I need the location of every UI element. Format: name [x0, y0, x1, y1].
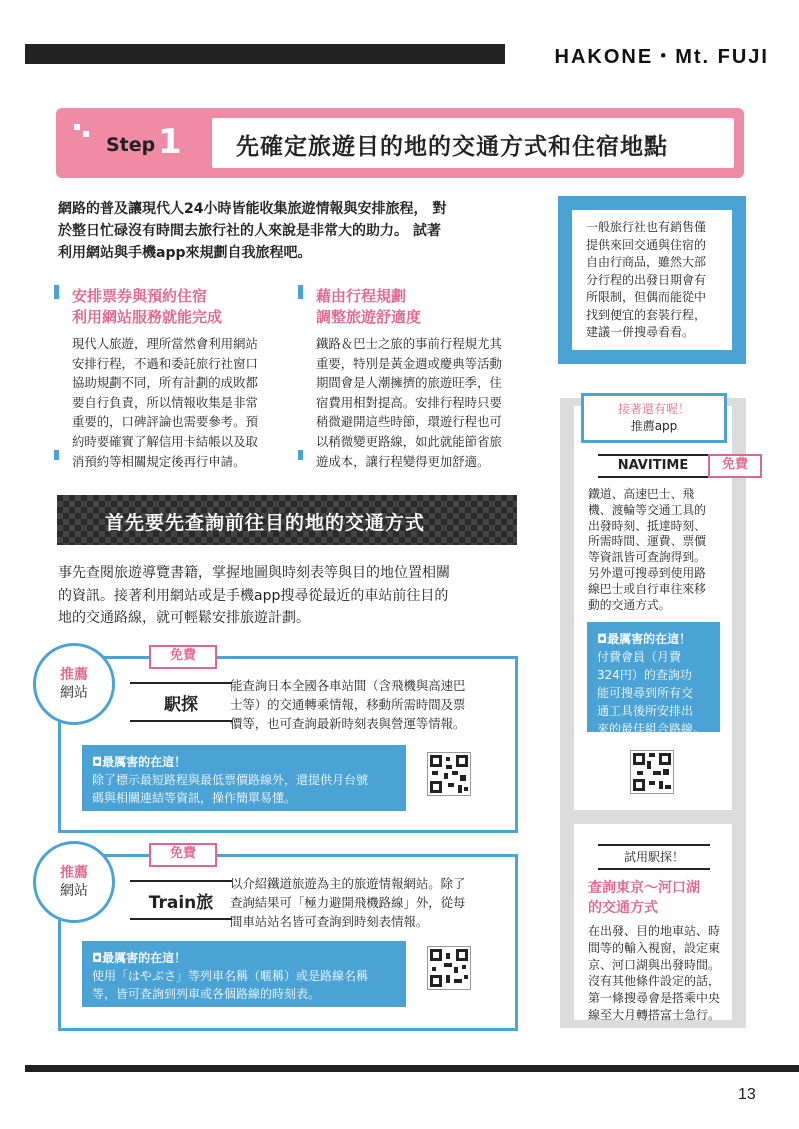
app-name: NAVITIME	[598, 454, 708, 478]
site-name: 駅探	[164, 695, 198, 715]
try-heading: 查詢東京～河口湖 的交通方式	[588, 880, 700, 916]
col2-body: 鐵路＆巴士之旅的事前行程規尤其 重要，特別是黃金週或慶典等活動 期間會是人潮擁擠的旅遊旺季，住 宿費用相對提高。安排行程時只要 稍微避開這些時節，環遊行程也可 以稍微變更路線，如此就能節省旅 遊成本，讓行程變得更加舒適。	[316, 336, 502, 469]
recommend-app-label: 接著還有喔！ 推薦app	[581, 393, 727, 443]
try-text: 在出發、目的地車站、時 間等的輸入視窗，設定東 京、河口湖與出發時間。 沒有其他條件設定的話， 第一條搜尋會是搭乘中央 線至大月轉搭富士急行。	[588, 924, 721, 1022]
column-marker	[298, 450, 303, 460]
highlight-box: ◘最厲害的在這！ 使用「はやぶさ」等列車名稱（暱稱）或是路線名稱 等，皆可查詢到列車或各個路線的時刻表。	[82, 941, 406, 1007]
highlight-box: ◘最厲害的在這！ 除了標示最短路程與最低票價路線外，還提供月台號 碼與相關連結等資訊，操作簡單易懂。	[82, 745, 406, 811]
free-tag: 免費	[708, 454, 762, 478]
recommend-badge: 推薦 網站	[33, 841, 115, 923]
free-tag: 免費	[149, 843, 217, 867]
footer-bar	[25, 1065, 799, 1072]
site-description: 能查詢日本全國各車站間（含飛機與高速巴 士等）的交通轉乘情報，移動所需時間及票 價等，也可查詢最新時刻表與營運等情報。	[230, 678, 466, 731]
step-label: Step	[106, 134, 156, 156]
note-text: 一般旅行社也有銷售僅 提供來回交通與住宿的 自由行商品，雖然大部 分行程的出發日期會有 所限制，但偶而能從中 找到便宜的套裝行程， 建議一併搜尋看看。	[586, 220, 707, 339]
intro-line: 於整日忙碌沒有時間去旅行社的人來說是非常大的助力。 試著	[58, 223, 441, 239]
app-description: 鐵道、高速巴士、飛 機、渡輪等交通工具的 出發時刻、抵達時刻、 所需時間、運費、票價 等資訊皆可查詢得到。 另外還可搜尋到使用路 線巴士或自行車往來移 動的交通方式。	[588, 487, 706, 612]
intro-line: 網路的普及讓現代人24小時皆能收集旅遊情報與安排旅程， 對	[58, 201, 447, 217]
column-marker	[298, 285, 303, 299]
recommend-badge: 推薦 網站	[33, 643, 115, 725]
step-title: 先確定旅遊目的地的交通方式和住宿地點	[236, 134, 668, 160]
section-title: 首先要先查詢前往目的地的交通方式	[105, 512, 426, 534]
brand-title: HAKONE・Mt. FUJI	[554, 46, 769, 68]
try-title: 試用駅探！	[598, 844, 710, 870]
sidebar-divider	[560, 810, 746, 824]
col1-body: 現代人旅遊，理所當然會利用網站 安排行程，不過和委託旅行社窗口 協助規劃不同，所有計劃的成敗都 要自行負責，所以情報收集是非常 重要的，口碑評論也需要參考。預 約時要確實了解信用卡結帳以及取 消預約等相關規定後再行申請。	[72, 336, 258, 469]
col1-title: 安排票券與預約住宿 利用網站服務就能完成	[72, 287, 223, 326]
qr-code-icon[interactable]	[630, 750, 674, 794]
highlight-box: ◘最厲害的在這！ 付費會員（月費 324円）的查詢功 能可搜尋到所有交 通工具後所安排出 來的最佳組合路線。	[587, 622, 720, 732]
column-marker	[54, 285, 59, 299]
section-body: 事先查閱旅遊導覽書籍，掌握地圖與時刻表等與目的地位置相關 的資訊。接著利用網站或是手機app搜尋從最近的車站前往目的 地的交通路線，就可輕鬆安排旅遊計劃。	[58, 565, 450, 626]
site-name: Train旅	[148, 893, 214, 913]
intro-line: 利用網站與手機app來規劃自我旅程吧。	[58, 245, 312, 261]
column-marker	[54, 450, 59, 460]
page-number: 13	[738, 1086, 756, 1103]
squares-icon	[74, 124, 90, 140]
site-description: 以介紹鐵道旅遊為主的旅遊情報網站。除了 查詢結果可「極力避開飛機路線」外，從每 間車站站名皆可查詢到時刻表情報。	[230, 876, 466, 929]
col2-title: 藉由行程規劃 調整旅遊舒適度	[316, 287, 422, 326]
qr-code-icon[interactable]	[427, 752, 471, 796]
free-tag: 免費	[149, 645, 217, 669]
step-number: 1	[158, 122, 182, 162]
intro-paragraph	[58, 198, 518, 264]
qr-code-icon[interactable]	[427, 946, 471, 990]
